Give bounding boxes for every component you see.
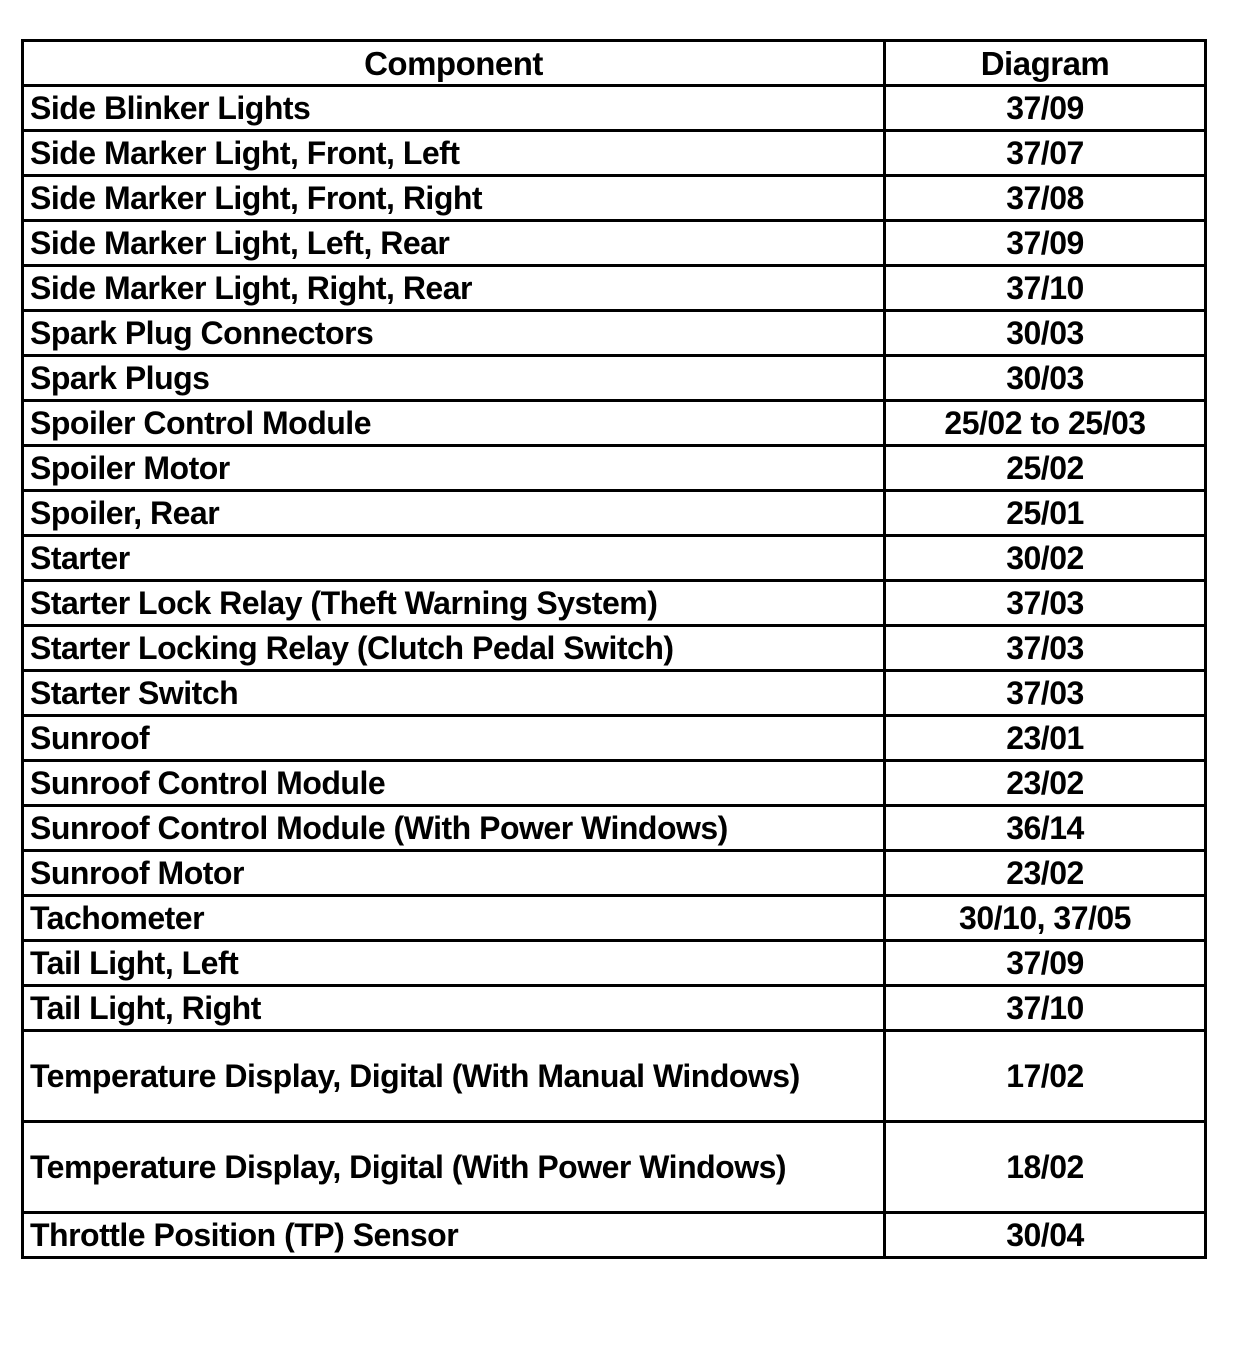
diagram-cell: 37/09 — [885, 86, 1206, 131]
table-row — [23, 851, 1206, 896]
diagram-cell: 30/03 — [885, 311, 1206, 356]
diagram-cell: 23/01 — [885, 716, 1206, 761]
component-cell: Starter Locking Relay (Clutch Pedal Switch) — [23, 626, 885, 671]
table-row — [23, 941, 1206, 986]
table-row — [23, 1122, 1206, 1213]
table-row — [23, 761, 1206, 806]
table-row — [23, 986, 1206, 1031]
component-cell: Starter Switch — [23, 671, 885, 716]
table-row — [23, 671, 1206, 716]
diagram-cell: 37/03 — [885, 671, 1206, 716]
component-cell: Side Marker Light, Front, Left — [23, 131, 885, 176]
component-cell: Throttle Position (TP) Sensor — [23, 1213, 885, 1258]
component-cell: Tachometer — [23, 896, 885, 941]
table-row — [23, 221, 1206, 266]
table-row — [23, 131, 1206, 176]
diagram-cell: 37/03 — [885, 626, 1206, 671]
table-row — [23, 1031, 1206, 1122]
diagram-cell: 25/02 — [885, 446, 1206, 491]
diagram-cell: 30/03 — [885, 356, 1206, 401]
component-cell: Starter — [23, 536, 885, 581]
component-cell: Sunroof Control Module — [23, 761, 885, 806]
component-cell: Starter Lock Relay (Theft Warning System) — [23, 581, 885, 626]
component-cell: Spoiler Control Module — [23, 401, 885, 446]
component-cell: Side Blinker Lights — [23, 86, 885, 131]
component-cell: Tail Light, Left — [23, 941, 885, 986]
diagram-cell: 37/10 — [885, 266, 1206, 311]
component-column-header: Component — [23, 41, 885, 86]
component-cell: Sunroof — [23, 716, 885, 761]
table-row — [23, 806, 1206, 851]
component-diagram-table — [21, 39, 1207, 1259]
diagram-cell: 37/03 — [885, 581, 1206, 626]
diagram-cell: 37/07 — [885, 131, 1206, 176]
diagram-cell: 30/04 — [885, 1213, 1206, 1258]
component-cell: Sunroof Motor — [23, 851, 885, 896]
diagram-column-header: Diagram — [885, 41, 1206, 86]
diagram-cell: 37/09 — [885, 941, 1206, 986]
diagram-cell: 18/02 — [885, 1122, 1206, 1213]
component-cell: Tail Light, Right — [23, 986, 885, 1031]
table-row — [23, 716, 1206, 761]
diagram-cell: 36/14 — [885, 806, 1206, 851]
table-row — [23, 896, 1206, 941]
component-cell: Spark Plugs — [23, 356, 885, 401]
table-row — [23, 536, 1206, 581]
component-cell: Temperature Display, Digital (With Power Windows) — [23, 1122, 885, 1213]
diagram-cell: 30/02 — [885, 536, 1206, 581]
component-cell: Spoiler, Rear — [23, 491, 885, 536]
table-row — [23, 356, 1206, 401]
table-row — [23, 311, 1206, 356]
component-cell: Side Marker Light, Left, Rear — [23, 221, 885, 266]
diagram-cell: 23/02 — [885, 851, 1206, 896]
component-cell: Side Marker Light, Right, Rear — [23, 266, 885, 311]
table-row — [23, 446, 1206, 491]
table-row — [23, 581, 1206, 626]
component-cell: Side Marker Light, Front, Right — [23, 176, 885, 221]
diagram-cell: 25/02 to 25/03 — [885, 401, 1206, 446]
diagram-cell: 37/10 — [885, 986, 1206, 1031]
table-row — [23, 401, 1206, 446]
component-cell: Sunroof Control Module (With Power Windows) — [23, 806, 885, 851]
diagram-cell: 23/02 — [885, 761, 1206, 806]
table-row — [23, 1213, 1206, 1258]
table-row — [23, 266, 1206, 311]
component-cell: Temperature Display, Digital (With Manual Windows) — [23, 1031, 885, 1122]
table-row — [23, 176, 1206, 221]
table-row — [23, 491, 1206, 536]
diagram-cell: 37/09 — [885, 221, 1206, 266]
component-cell: Spoiler Motor — [23, 446, 885, 491]
table-header-row — [23, 41, 1206, 86]
table-row — [23, 626, 1206, 671]
diagram-cell: 17/02 — [885, 1031, 1206, 1122]
diagram-cell: 37/08 — [885, 176, 1206, 221]
diagram-cell: 25/01 — [885, 491, 1206, 536]
component-cell: Spark Plug Connectors — [23, 311, 885, 356]
diagram-cell: 30/10, 37/05 — [885, 896, 1206, 941]
table-row — [23, 86, 1206, 131]
